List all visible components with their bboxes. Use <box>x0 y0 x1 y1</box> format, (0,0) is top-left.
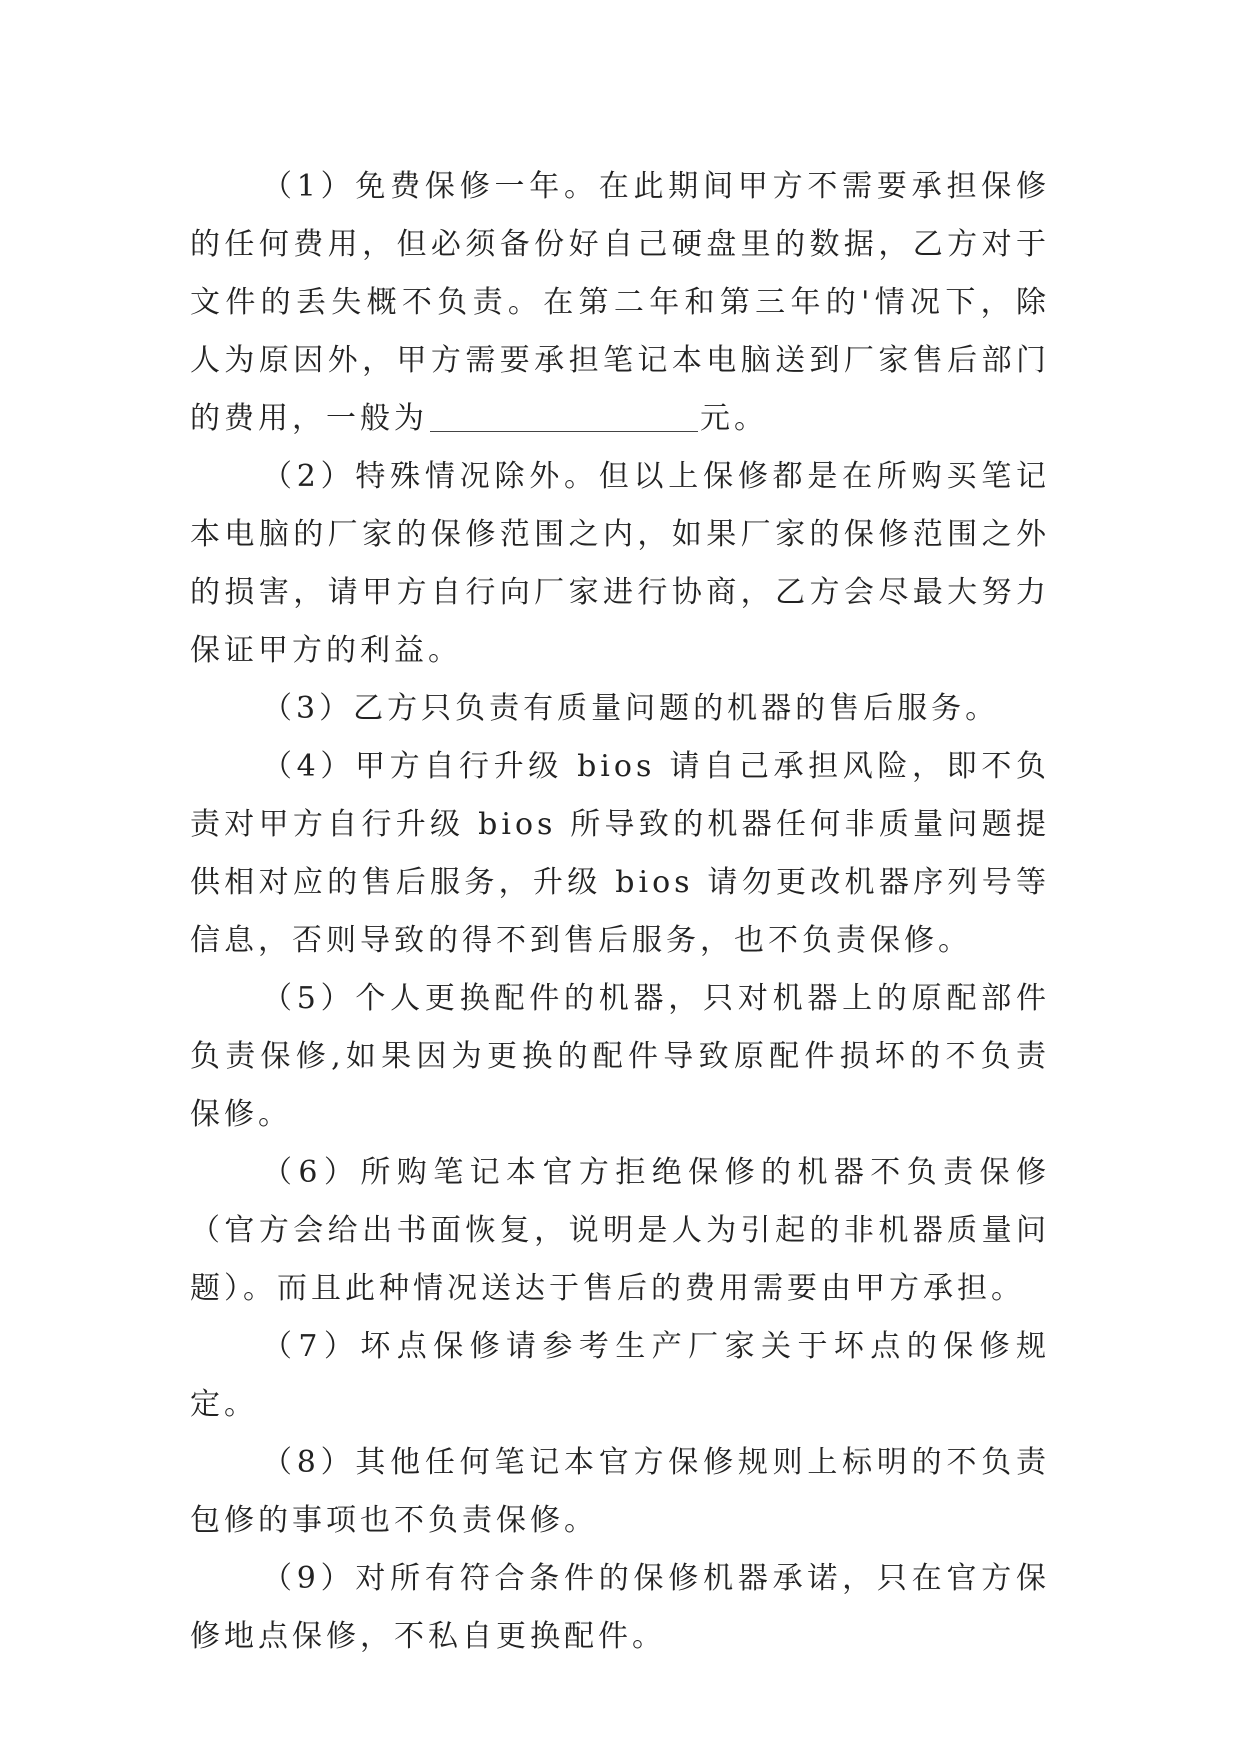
paragraph-2: （2）特殊情况除外。但以上保修都是在所购买笔记本电脑的厂家的保修范围之内，如果厂家的保修范围之外的损害，请甲方自行向厂家进行协商，乙方会尽最大努力保证甲方的利益。 <box>190 459 1050 668</box>
paragraph-9: （9）对所有符合条件的保修机器承诺，只在官方保修地点保修，不私自更换配件。 <box>190 1561 1050 1654</box>
paragraph-6: （6）所购笔记本官方拒绝保修的机器不负责保修（官方会给出书面恢复，说明是人为引起的非机器质量问题）。而且此种情况送达于售后的费用需要由甲方承担。 <box>190 1155 1050 1306</box>
paragraph-8: （8）其他任何笔记本官方保修规则上标明的不负责包修的事项也不负责保修。 <box>190 1445 1050 1538</box>
fill-in-blank-amount[interactable] <box>430 401 698 432</box>
paragraph-7: （7）坏点保修请参考生产厂家关于坏点的保修规定。 <box>190 1329 1050 1422</box>
paragraph-1 <box>190 158 1050 448</box>
document-body <box>190 158 1050 1666</box>
paragraph-5: （5）个人更换配件的机器，只对机器上的原配部件负责保修,如果因为更换的配件导致原配件损坏的不负责保修。 <box>190 981 1050 1132</box>
paragraph-4: （4）甲方自行升级 bios 请自己承担风险，即不负责对甲方自行升级 bios 所导致的机器任何非质量问题提供相对应的售后服务，升级 bios 请勿更改机器序列号等信息，否则导致的得不到售后服务，也不负责保修。 <box>190 749 1050 958</box>
paragraph-3: （3）乙方只负责有质量问题的机器的售后服务。 <box>262 691 1000 726</box>
paragraph-1-text: （1）免费保修一年。在此期间甲方不需要承担保修的任何费用，但必须备份好自己硬盘里的数据，乙方对于文件的丢失概不负责。在第二年和第三年的'情况下，除人为原因外，甲方需要承担笔记本电脑送到厂家售后部门的费用，一般为 <box>190 169 1050 436</box>
paragraph-1-suffix: 元。 <box>700 401 768 436</box>
